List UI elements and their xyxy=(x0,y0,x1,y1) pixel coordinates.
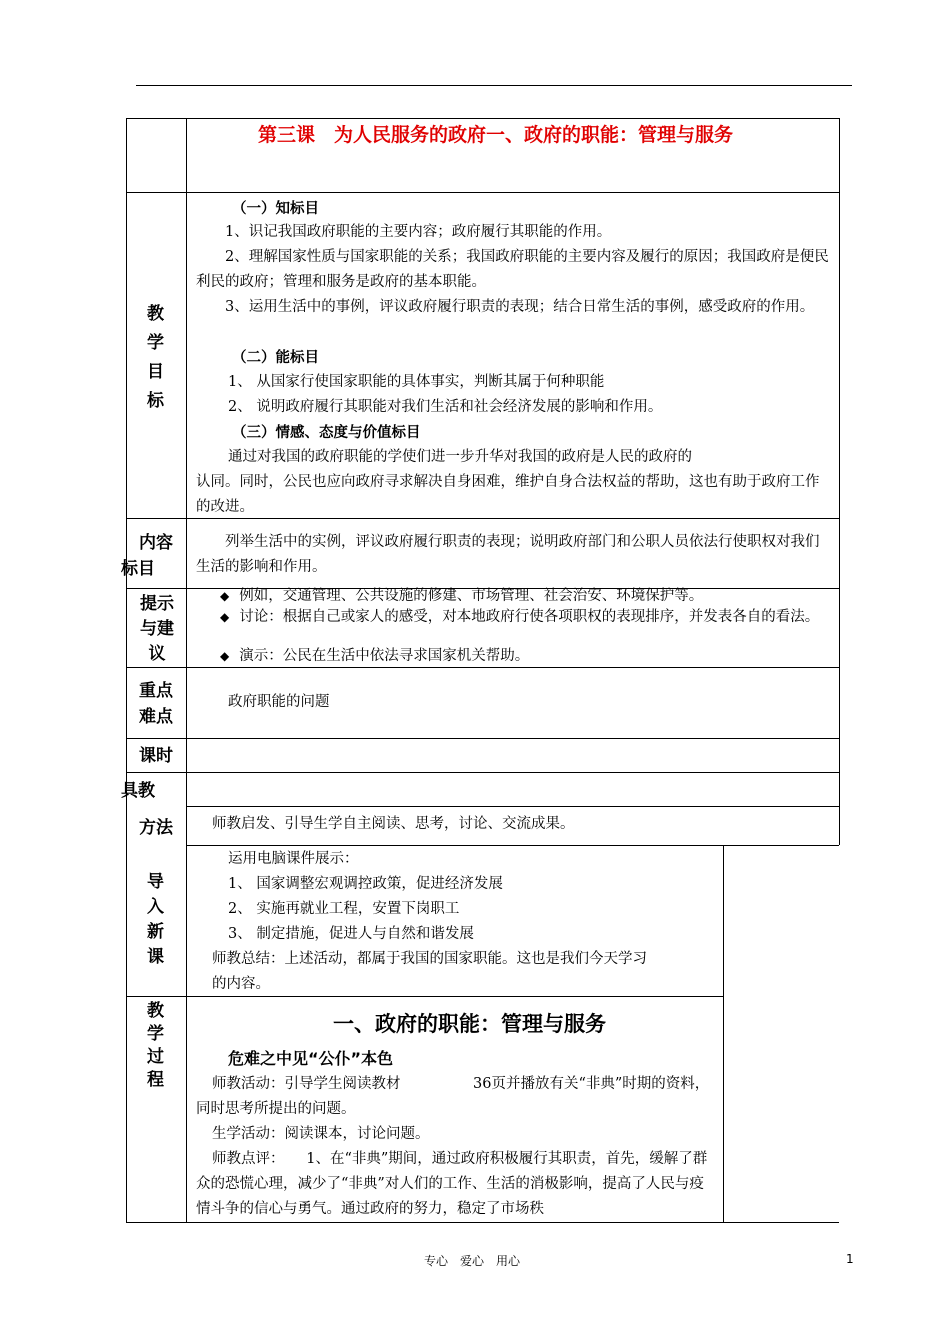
goal-item-3: 3、运用生活中的事例，评议政府履行职责的表现；结合日常生活的事例，感受政府的作用。 xyxy=(225,299,815,315)
content-text: 列举生活中的实例，评议政府履行职责的表现；说明政府部门和公职人员依法行使职权对我们生活的影响和作用。 xyxy=(196,534,820,575)
row-divider xyxy=(126,738,839,739)
column-divider xyxy=(723,845,724,1222)
process-heading: 一、政府的职能：管理与服务 xyxy=(333,1012,606,1036)
goals-ability-heading: （二）能标目 xyxy=(232,349,319,366)
table-border-bottom xyxy=(126,1222,839,1223)
ability-item-2: 2、 说明政府履行其职能对我们生活和社会经济发展的影响和作用。 xyxy=(228,399,663,415)
bullet-icon: ◆ xyxy=(220,649,230,663)
goals-emotion-heading: （三）情感、态度与价值标目 xyxy=(232,424,421,441)
bullet-icon: ◆ xyxy=(220,589,230,603)
goals-knowledge-heading: （一）知标目 xyxy=(232,200,319,217)
label-teaching-goals: 教学目标 xyxy=(147,304,164,411)
intro-line-0: 运用电脑课件展示： xyxy=(228,851,359,867)
label-content-2: 标目 xyxy=(121,559,155,579)
footer-motto: 专心 爱心 用心 xyxy=(424,1254,521,1268)
label-key-1: 重点 xyxy=(139,681,173,701)
intro-line-1: 1、 国家调整宏观调控政策，促进经济发展 xyxy=(228,876,503,892)
ability-item-1: 1、 从国家行使国家职能的具体事实，判断其属于何种职能 xyxy=(228,374,605,390)
label-content: 内容 xyxy=(139,533,173,553)
label-key-2: 难点 xyxy=(139,707,173,727)
row-divider xyxy=(126,192,839,193)
label-intro: 导入新课 xyxy=(147,872,164,967)
label-process: 教学过程 xyxy=(147,1001,164,1090)
process-paragraph-2: 生学活动：阅读课本，讨论问题。 xyxy=(212,1126,430,1142)
table-border-right xyxy=(839,118,840,845)
hint-item-2: ◆ 讨论：根据自己或家人的感受，对本地政府行使各项职权的表现排序，并发表各自的看法。 xyxy=(220,609,820,625)
method-text: 师教启发、引导生学自主阅读、思考，讨论、交流成果。 xyxy=(212,816,575,832)
label-tools: 具教 xyxy=(121,781,155,801)
intro-line-3: 3、 制定措施，促进人与自然和谐发展 xyxy=(228,926,474,942)
label-method: 方法 xyxy=(139,818,173,838)
column-divider xyxy=(186,118,187,1222)
hint-item-1: ◆ 例如，交通管理、公共设施的修建、市场管理、社会治安、环境保护等。 xyxy=(220,588,704,604)
emotion-line-2: 认同。同时，公民也应向政府寻求解决自身困难，维护自身合法权益的帮助，这也有助于政府工作的改进。 xyxy=(196,474,820,515)
row-divider xyxy=(126,667,839,668)
label-hints: 提示与建议 xyxy=(140,594,174,664)
process-paragraph-1: 师教活动：引导学生阅读教材 36页并播放有关“非典”时期的资料，同时思考所提出的问题。 xyxy=(196,1076,710,1117)
emotion-line-1: 通过对我国的政府职能的学使们进一步升华对我国的政府是人民的政府的 xyxy=(228,449,692,465)
process-paragraph-3: 师教点评： 1、在“非典”期间，通过政府积极履行其职责，首先，缓解了群众的恐慌心理，减少了“非典”对人们的工作、生活的消极影响，提高了人民与疫情斗争的信心与勇气。通过政府的努力，稳定了市场秩 xyxy=(196,1151,708,1217)
goal-item-1: 1、识记我国政府职能的主要内容；政府履行其职能的作用。 xyxy=(225,224,612,240)
intro-line-2: 2、 实施再就业工程，安置下岗职工 xyxy=(228,901,460,917)
row-divider xyxy=(186,845,839,846)
row-divider xyxy=(186,806,839,807)
goal-item-2: 2、理解国家性质与国家职能的关系；我国政府职能的主要内容及履行的原因；我国政府是便民利民的政府；管理和服务是政府的基本职能。 xyxy=(196,249,829,290)
intro-summary: 师教总结：上述活动，都属于我国的国家职能。这也是我们今天学习的内容。 xyxy=(212,951,647,992)
table-border-left xyxy=(126,118,127,1222)
lesson-title: 第三课 为人民服务的政府一、政府的职能：管理与服务 xyxy=(258,124,734,146)
process-subheading: 危难之中见“公仆”本色 xyxy=(228,1049,394,1068)
key-points-text: 政府职能的问题 xyxy=(228,694,330,710)
page-number: 1 xyxy=(846,1252,854,1266)
label-hours: 课时 xyxy=(139,746,173,766)
hint-item-3: ◆ 演示：公民在生活中依法寻求国家机关帮助。 xyxy=(220,648,530,664)
table-border-top xyxy=(126,118,839,119)
row-divider xyxy=(126,772,839,773)
header-rule xyxy=(136,85,852,86)
bullet-icon: ◆ xyxy=(220,610,230,624)
